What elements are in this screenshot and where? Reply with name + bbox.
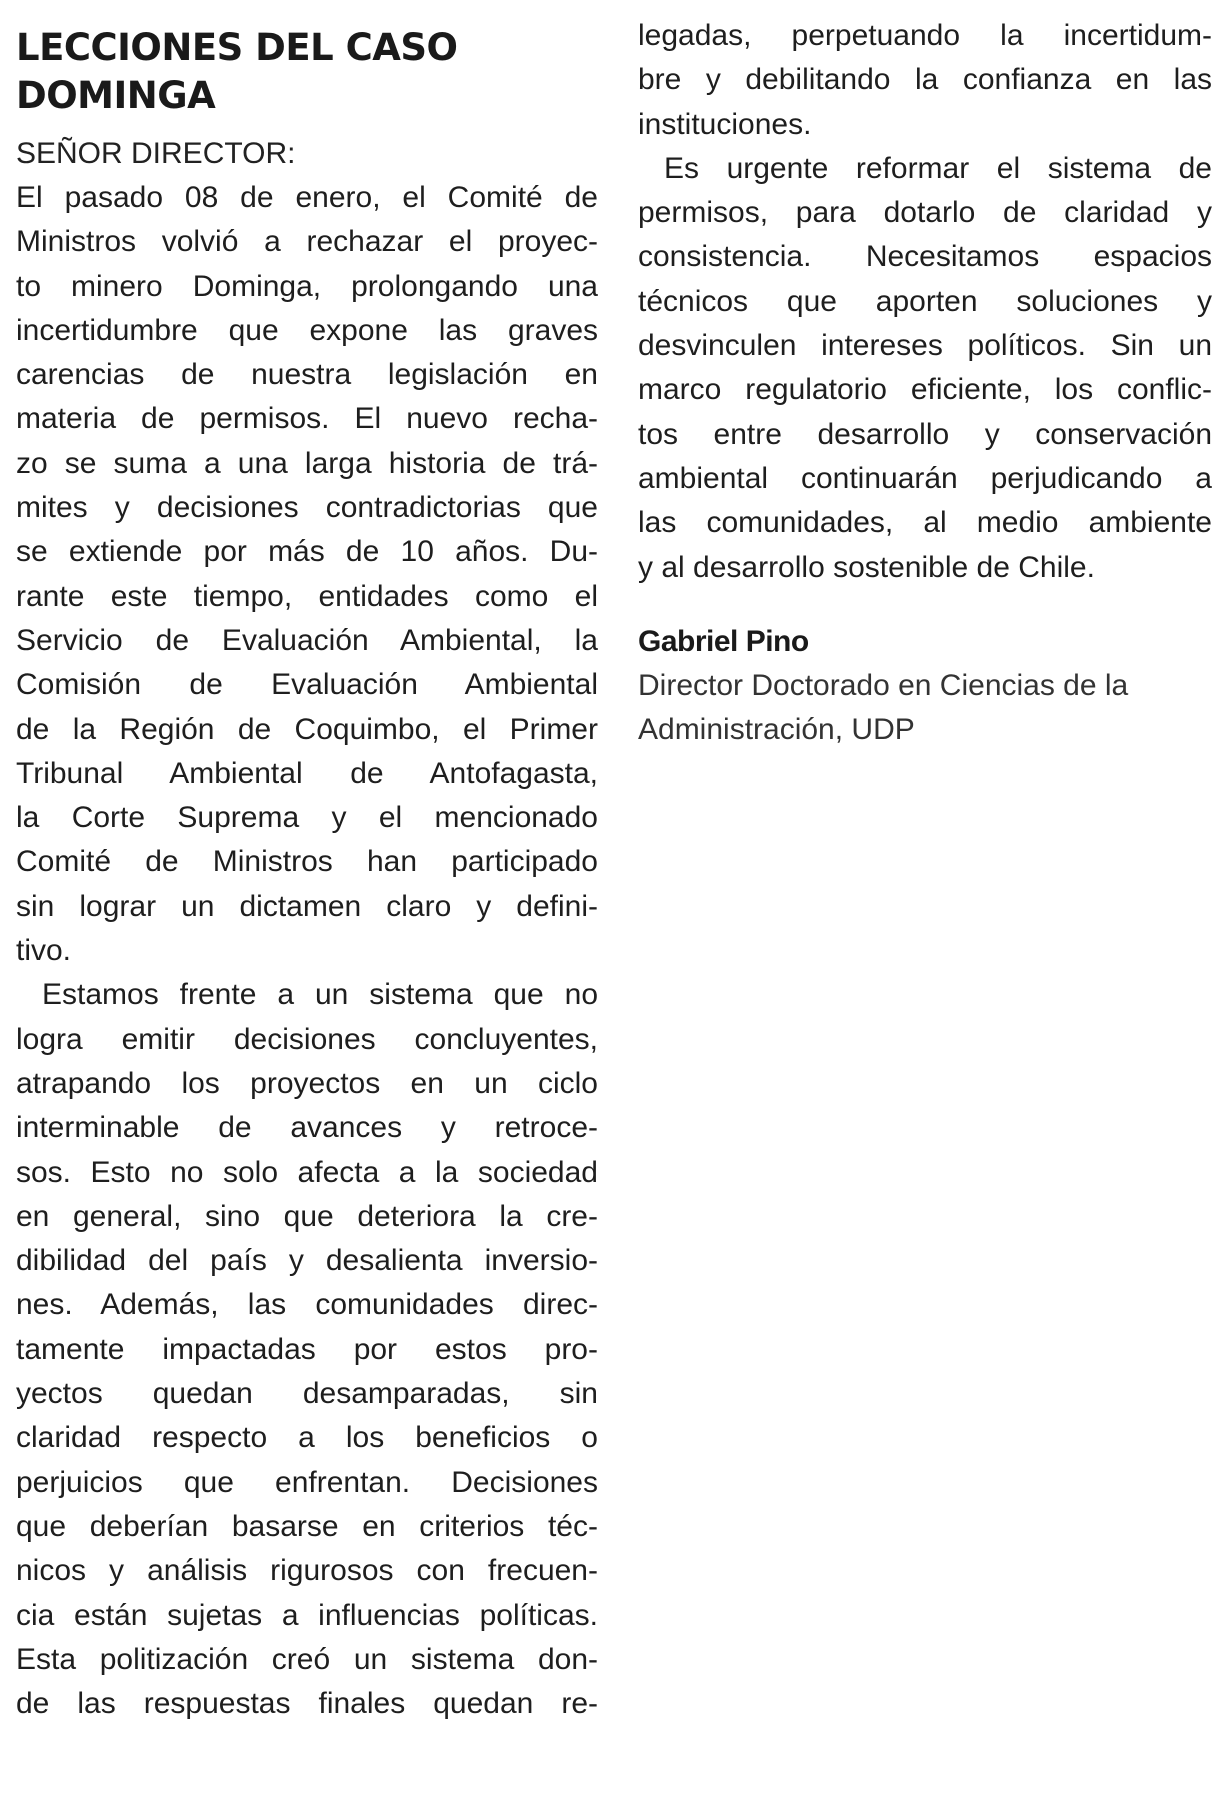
body-line: marco regulatorio eficiente, los conflic- <box>638 373 1212 407</box>
body-line: El pasado 08 de enero, el Comité de <box>16 181 598 214</box>
body-line: Comité de Ministros han participado <box>16 845 598 879</box>
body-line: Comisión de Evaluación Ambiental <box>16 668 598 702</box>
body-line: de las respuestas finales quedan re- <box>16 1687 598 1721</box>
body-line: interminable de avances y retroce- <box>16 1111 598 1145</box>
right-column-body <box>638 14 1212 590</box>
body-line: en general, sino que deteriora la cre- <box>16 1199 598 1233</box>
body-line: ambiental continuarán perjudicando a <box>638 461 1212 495</box>
body-line: claridad respecto a los beneficios o <box>16 1421 598 1455</box>
body-line: sin lograr un dictamen claro y defini- <box>16 889 598 923</box>
author-role-line-2: Administración, UDP <box>638 712 915 746</box>
left-column-body <box>16 176 598 1726</box>
body-line: sos. Esto no solo afecta a la sociedad <box>16 1155 598 1189</box>
body-line: to minero Dominga, prolongando una <box>16 269 598 303</box>
author-name: Gabriel Pino <box>638 624 809 658</box>
body-line: bre y debilitando la confianza en las <box>638 63 1212 97</box>
body-line: rante este tiempo, entidades como el <box>16 579 598 613</box>
body-line: la Corte Suprema y el mencionado <box>16 801 598 835</box>
body-line: materia de permisos. El nuevo recha- <box>16 402 598 436</box>
body-line: nes. Además, las comunidades direc- <box>16 1288 598 1322</box>
body-line: permisos, para dotarlo de claridad y <box>638 196 1212 230</box>
body-line: atrapando los proyectos en un ciclo <box>16 1066 598 1100</box>
body-line: tos entre desarrollo y conservación <box>638 417 1212 451</box>
signature-block <box>638 620 1212 752</box>
body-line: mites y decisiones contradictorias que <box>16 491 598 525</box>
body-line: Tribunal Ambiental de Antofagasta, <box>16 756 598 790</box>
body-line: que deberían basarse en criterios téc- <box>16 1509 598 1543</box>
right-column <box>638 0 1212 752</box>
body-line: incertidumbre que expone las graves <box>16 313 598 347</box>
body-line: tivo. <box>16 934 72 968</box>
body-line: Servicio de Evaluación Ambiental, la <box>16 623 598 657</box>
left-column <box>16 0 598 1726</box>
body-line: de la Región de Coquimbo, el Primer <box>16 712 598 746</box>
body-line: instituciones. <box>638 107 812 141</box>
author-role-line-1: Director Doctorado en Ciencias de la <box>638 668 1129 702</box>
salutation: SEÑOR DIRECTOR: <box>16 137 296 170</box>
body-line: las comunidades, al medio ambiente <box>638 506 1212 540</box>
body-line: dibilidad del país y desalienta inversio- <box>16 1244 598 1278</box>
body-line: cia están sujetas a influencias políticas. <box>16 1598 598 1632</box>
body-line: consistencia. Necesitamos espacios <box>638 240 1212 274</box>
body-line: yectos quedan desamparadas, sin <box>16 1377 598 1411</box>
body-line: se extiende por más de 10 años. Du- <box>16 535 598 569</box>
body-line-paragraph-start: Estamos frente a un sistema que no <box>42 978 598 1012</box>
body-line: logra emitir decisiones concluyentes, <box>16 1022 598 1056</box>
article-headline <box>16 24 598 120</box>
body-line: Esta politización creó un sistema don- <box>16 1642 598 1676</box>
body-line: nicos y análisis rigurosos con frecuen- <box>16 1554 598 1588</box>
body-line: técnicos que aporten soluciones y <box>638 284 1212 318</box>
body-line: carencias de nuestra legislación en <box>16 358 598 392</box>
body-line-paragraph-start: Es urgente reformar el sistema de <box>664 151 1212 185</box>
body-line: perjuicios que enfrentan. Decisiones <box>16 1465 598 1499</box>
body-line: zo se suma a una larga historia de trá- <box>16 446 598 480</box>
body-line: Ministros volvió a rechazar el proyec- <box>16 225 598 259</box>
body-line: legadas, perpetuando la incertidum- <box>638 19 1212 52</box>
body-line: y al desarrollo sostenible de Chile. <box>638 550 1095 584</box>
headline-line-2: DOMINGA <box>16 74 216 117</box>
headline-line-1: LECCIONES DEL CASO <box>16 26 458 69</box>
body-line: tamente impactadas por estos pro- <box>16 1332 598 1366</box>
body-line: desvinculen intereses políticos. Sin un <box>638 329 1212 363</box>
